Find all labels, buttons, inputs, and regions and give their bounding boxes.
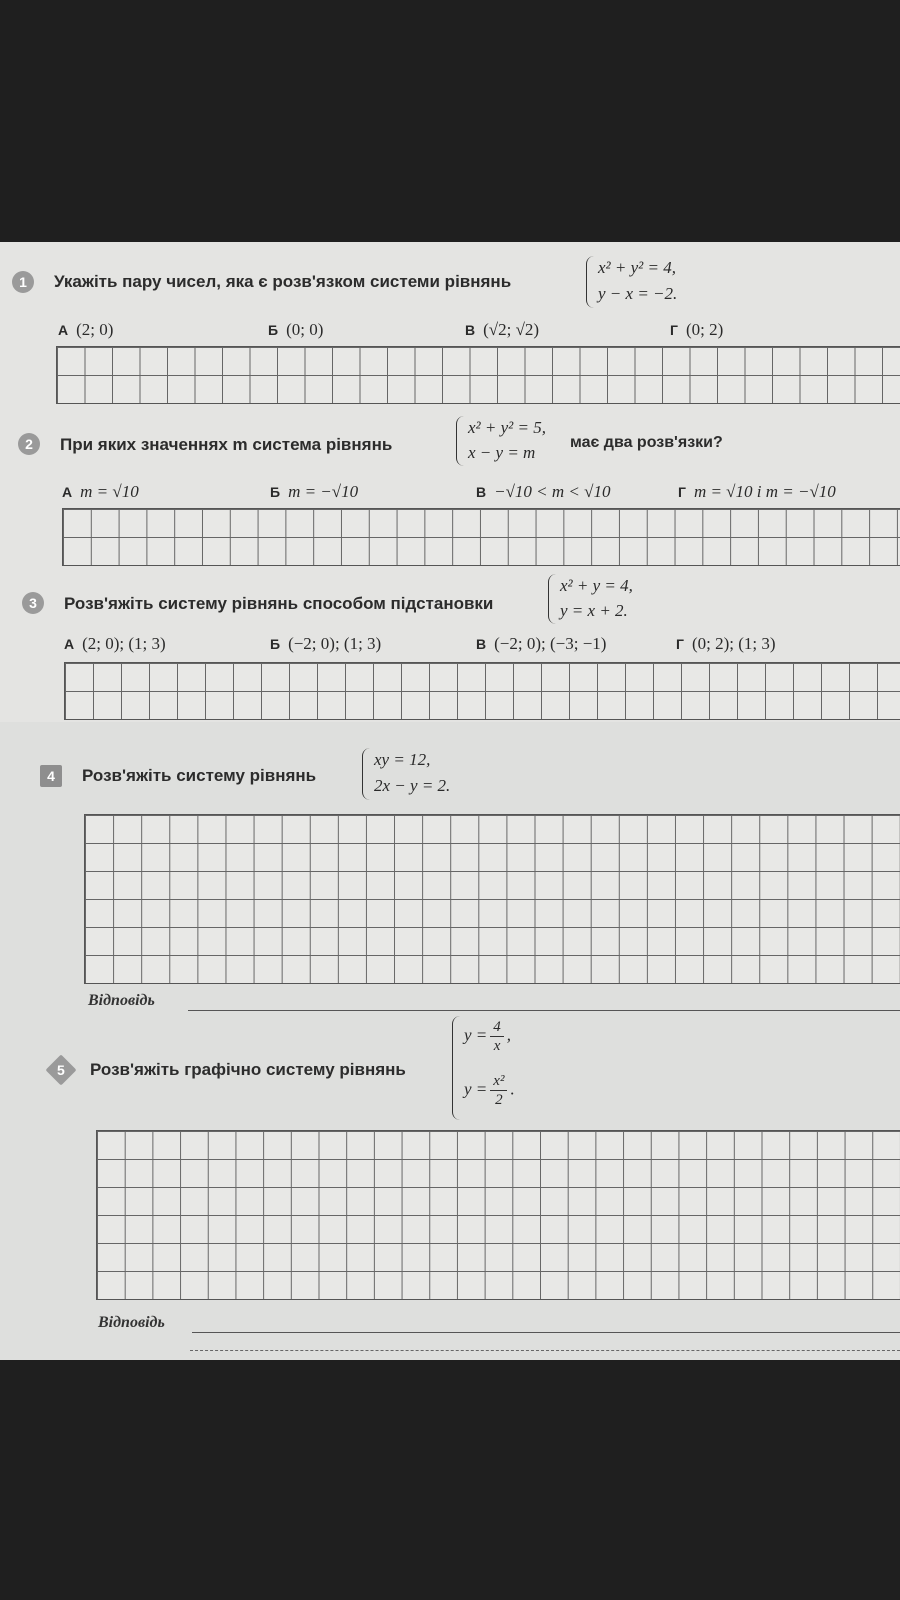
option-letter: Г bbox=[670, 322, 678, 338]
question-number-badge: 1 bbox=[12, 271, 34, 293]
option-value: (0; 2) bbox=[685, 320, 724, 339]
option-value: (2; 0); (1; 3) bbox=[82, 634, 166, 653]
question-number-badge: 3 bbox=[22, 592, 44, 614]
answer-line[interactable] bbox=[188, 1010, 900, 1011]
equation-system bbox=[548, 574, 658, 624]
option-letter: Г bbox=[678, 484, 686, 500]
question-prompt: Розв'яжіть систему рівнянь способом підстановки bbox=[64, 594, 494, 613]
equation: y − x = −2. bbox=[598, 284, 678, 303]
question-prompt: Розв'яжіть графічно систему рівнянь bbox=[90, 1060, 406, 1079]
brace-icon bbox=[456, 416, 465, 466]
option-letter: А bbox=[64, 636, 75, 652]
brace-icon bbox=[362, 748, 371, 800]
question-number-badge: 4 bbox=[40, 765, 62, 787]
equation: x² + y² = 5, bbox=[468, 418, 546, 437]
denominator: 2 bbox=[495, 1092, 503, 1108]
option-letter: Г bbox=[676, 636, 684, 652]
answer-grid[interactable] bbox=[64, 662, 900, 720]
equation-tail: , bbox=[506, 1025, 512, 1045]
option-value: −√10 < m < √10 bbox=[494, 482, 611, 501]
equation: x² + y = 4, bbox=[560, 576, 633, 595]
worksheet-page bbox=[0, 242, 900, 1360]
question-prompt: Укажіть пару чисел, яка є розв'язком системи рівнянь bbox=[54, 272, 512, 291]
answer-label: Відповідь bbox=[88, 992, 155, 1009]
equation-system bbox=[456, 416, 566, 466]
equation bbox=[464, 1072, 515, 1109]
option-value: (−2; 0); (1; 3) bbox=[288, 634, 382, 653]
equation: x − y = m bbox=[468, 443, 536, 462]
answer-option-a[interactable] bbox=[58, 320, 113, 340]
denominator: x bbox=[493, 1038, 501, 1054]
answer-option-v[interactable] bbox=[476, 482, 610, 502]
answer-option-v[interactable] bbox=[465, 320, 539, 340]
equation bbox=[464, 1018, 511, 1055]
question-suffix: має два розв'язки? bbox=[570, 434, 723, 451]
option-letter: В bbox=[465, 322, 476, 338]
answer-option-b[interactable] bbox=[270, 634, 381, 654]
equation-system bbox=[452, 1016, 562, 1120]
question-prompt: Розв'яжіть систему рівнянь bbox=[82, 766, 317, 785]
option-letter: А bbox=[62, 484, 73, 500]
answer-option-b[interactable] bbox=[270, 482, 358, 502]
equation: x² + y² = 4, bbox=[598, 258, 676, 277]
equation: y = x + 2. bbox=[560, 601, 628, 620]
fraction bbox=[490, 1018, 504, 1055]
equation: xy = 12, bbox=[374, 750, 431, 769]
option-letter: Б bbox=[270, 484, 281, 500]
numerator: x² bbox=[490, 1072, 507, 1091]
answer-grid[interactable] bbox=[56, 346, 900, 404]
equation-lhs: y = bbox=[464, 1025, 488, 1045]
answer-option-g[interactable] bbox=[678, 482, 836, 502]
option-letter: Б bbox=[270, 636, 281, 652]
equation-system bbox=[586, 256, 726, 308]
option-letter: В bbox=[476, 484, 487, 500]
answer-grid[interactable] bbox=[62, 508, 900, 566]
page-edge-dashes bbox=[190, 1350, 900, 1351]
option-value: m = −√10 bbox=[288, 482, 359, 501]
option-letter: Б bbox=[268, 322, 279, 338]
option-letter: А bbox=[58, 322, 69, 338]
question-number: 5 bbox=[57, 1061, 65, 1078]
option-value: m = √10 і m = −√10 bbox=[693, 482, 836, 501]
equation-lhs: y = bbox=[464, 1079, 488, 1099]
numerator: 4 bbox=[490, 1018, 504, 1037]
option-value: m = √10 bbox=[80, 482, 139, 501]
fraction bbox=[490, 1072, 507, 1109]
answer-label: Відповідь bbox=[98, 1314, 165, 1331]
equation-tail: . bbox=[510, 1079, 515, 1099]
answer-option-g[interactable] bbox=[670, 320, 723, 340]
option-value: (2; 0) bbox=[76, 320, 114, 339]
brace-icon bbox=[548, 574, 557, 624]
answer-option-b[interactable] bbox=[268, 320, 323, 340]
work-grid[interactable] bbox=[84, 814, 900, 984]
option-value: (√2; √2) bbox=[483, 320, 540, 339]
equation: 2x − y = 2. bbox=[374, 776, 451, 795]
question-number-badge: 2 bbox=[18, 433, 40, 455]
work-grid[interactable] bbox=[96, 1130, 900, 1300]
option-value: (0; 0) bbox=[286, 320, 324, 339]
answer-line[interactable] bbox=[192, 1332, 900, 1333]
answer-option-g[interactable] bbox=[676, 634, 776, 654]
brace-icon bbox=[452, 1016, 461, 1120]
answer-option-a[interactable] bbox=[64, 634, 166, 654]
option-value: (0; 2); (1; 3) bbox=[691, 634, 776, 653]
question-prompt: При яких значеннях m система рівнянь bbox=[60, 435, 393, 454]
option-value: (−2; 0); (−3; −1) bbox=[494, 634, 607, 653]
equation-system bbox=[362, 748, 472, 800]
option-letter: В bbox=[476, 636, 487, 652]
answer-option-a[interactable] bbox=[62, 482, 139, 502]
answer-option-v[interactable] bbox=[476, 634, 606, 654]
brace-icon bbox=[586, 256, 595, 308]
